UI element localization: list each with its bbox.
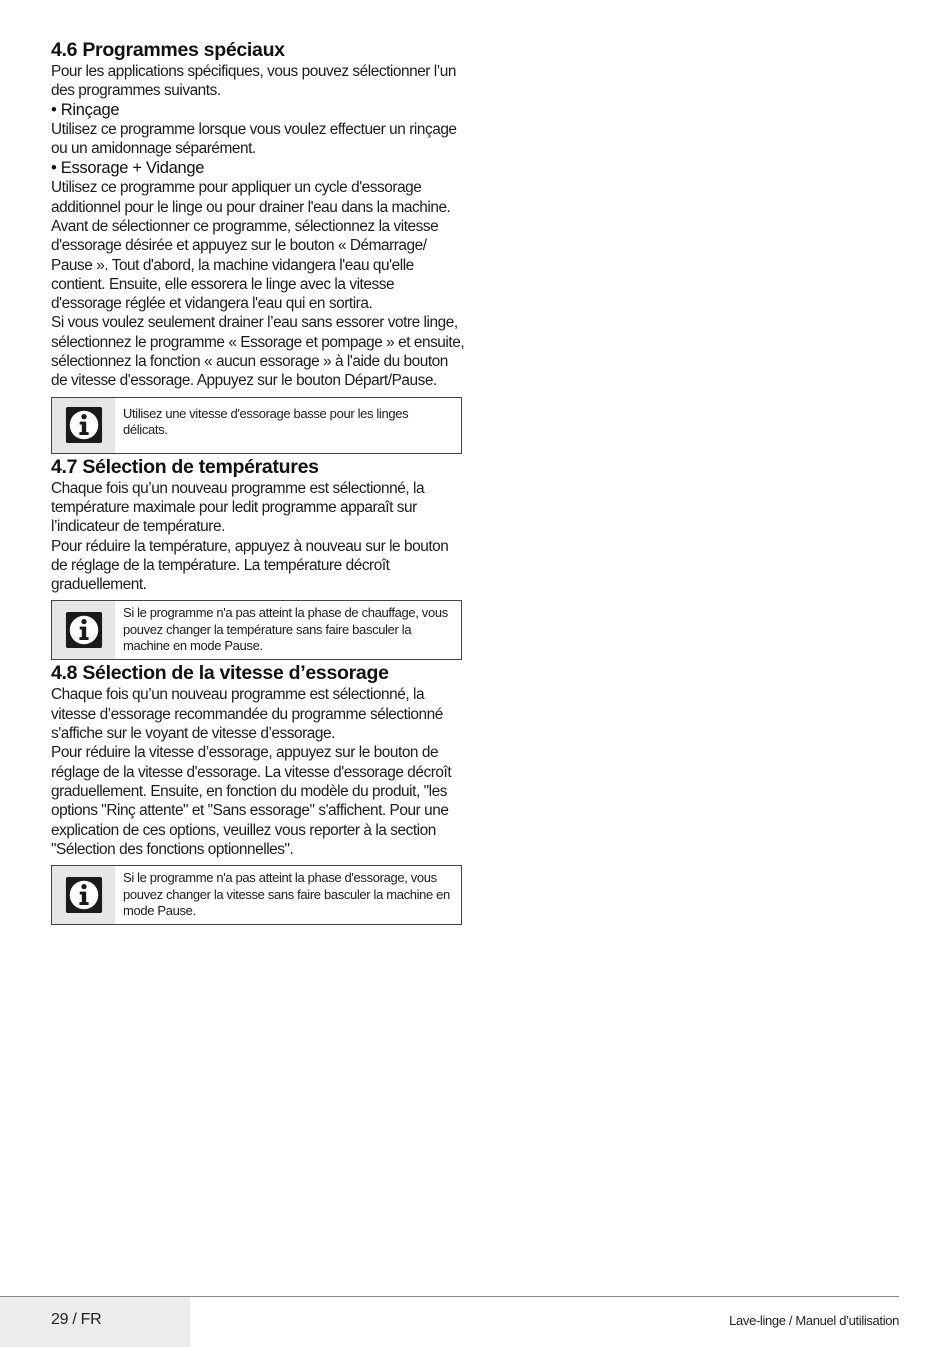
rincage-title: • Rinçage [51, 100, 120, 119]
rincage-text: Utilisez ce programme lorsque vous voulez effectuer un rinçage ou un amidonnage séparément. [51, 121, 457, 158]
note-text: Si le programme n'a pas atteint la phase d'essorage, vous pouvez changer la vitesse sans faire basculer la machine en mode Pause. [123, 870, 450, 919]
note-icon-cell [52, 398, 115, 453]
essorage-vidange-text-2: Avant de sélectionner ce programme, sélectionnez la vitesse d'essorage désirée et appuyez sur le bouton « Démarrage/ Pause ». Tout d'abord, la machine vidangera l'eau qu'elle contient. Ensuite, elle essorera le linge avec la vitesse d'essorage réglée et vidangera l'eau qui en sortira. [51, 217, 439, 313]
essorage-vidange-text-1: Utilisez ce programme pour appliquer un cycle d'essorage additionnel pour le linge ou pour drainer l'eau dans la machine. [51, 179, 451, 216]
note-box-spin-speed [51, 397, 462, 454]
page-content [51, 38, 466, 925]
essorage-vidange-text-3: Si vous voulez seulement drainer l’eau sans essorer votre linge, sélectionnez le programme « Essorage et pompage » et ensuite, sélectionnez la fonction « aucun essorage » à l'aide du bouton de vitesse d'essorage. Appuyez sur le bouton Départ/Pause. [51, 314, 465, 390]
section-4-6-title: 4.6 Programmes spéciaux [51, 39, 285, 61]
info-icon [65, 876, 103, 914]
document-title: Lave-linge / Manuel d’utilisation [729, 1313, 899, 1328]
section-4-7-title: 4.7 Sélection de températures [51, 455, 319, 478]
info-icon [65, 406, 103, 444]
note-icon-cell [52, 866, 115, 924]
section-4-6-intro: Pour les applications spécifiques, vous pouvez sélectionner l’un des programmes suivants. [51, 63, 456, 100]
note-icon-cell [52, 601, 115, 659]
section-4-7-text-2: Pour réduire la température, appuyez à nouveau sur le bouton de réglage de la température. La température décroît graduellement. [51, 537, 449, 594]
note-box-spin [51, 865, 462, 925]
section-4-8-text-1: Chaque fois qu’un nouveau programme est sélectionné, la vitesse d’essorage recommandée du programme sélectionné s'affiche sur le voyant de vitesse d’essorage. [51, 686, 443, 743]
note-box-temperature [51, 600, 462, 660]
note-text: Utilisez une vitesse d'essorage basse pour les linges délicats. [123, 405, 409, 438]
page-number: 29 / FR [51, 1311, 102, 1328]
section-4-7-text-1: Chaque fois qu’un nouveau programme est sélectionné, la température maximale pour ledit programme apparaît sur l’indicateur de température. [51, 479, 425, 536]
note-text: Si le programme n'a pas atteint la phase de chauffage, vous pouvez changer la température sans faire basculer la machine en mode Pause. [123, 605, 448, 654]
essorage-vidange-title: • Essorage + Vidange [51, 158, 205, 177]
info-icon [65, 611, 103, 649]
section-4-8-title: 4.8 Sélection de la vitesse d’essorage [51, 662, 389, 685]
section-4-8-text-2: Pour réduire la vitesse d’essorage, appuyez sur le bouton de réglage de la vitesse d'essorage. La vitesse d'essorage décroît graduellement. Ensuite, en fonction du modèle du produit, "les options "Rinç attente" et "Sans essorage" s'affichent. Pour une explication de ces options, veuillez vous reporter à la section "Sélection des fonctions optionnelles". [51, 744, 452, 858]
